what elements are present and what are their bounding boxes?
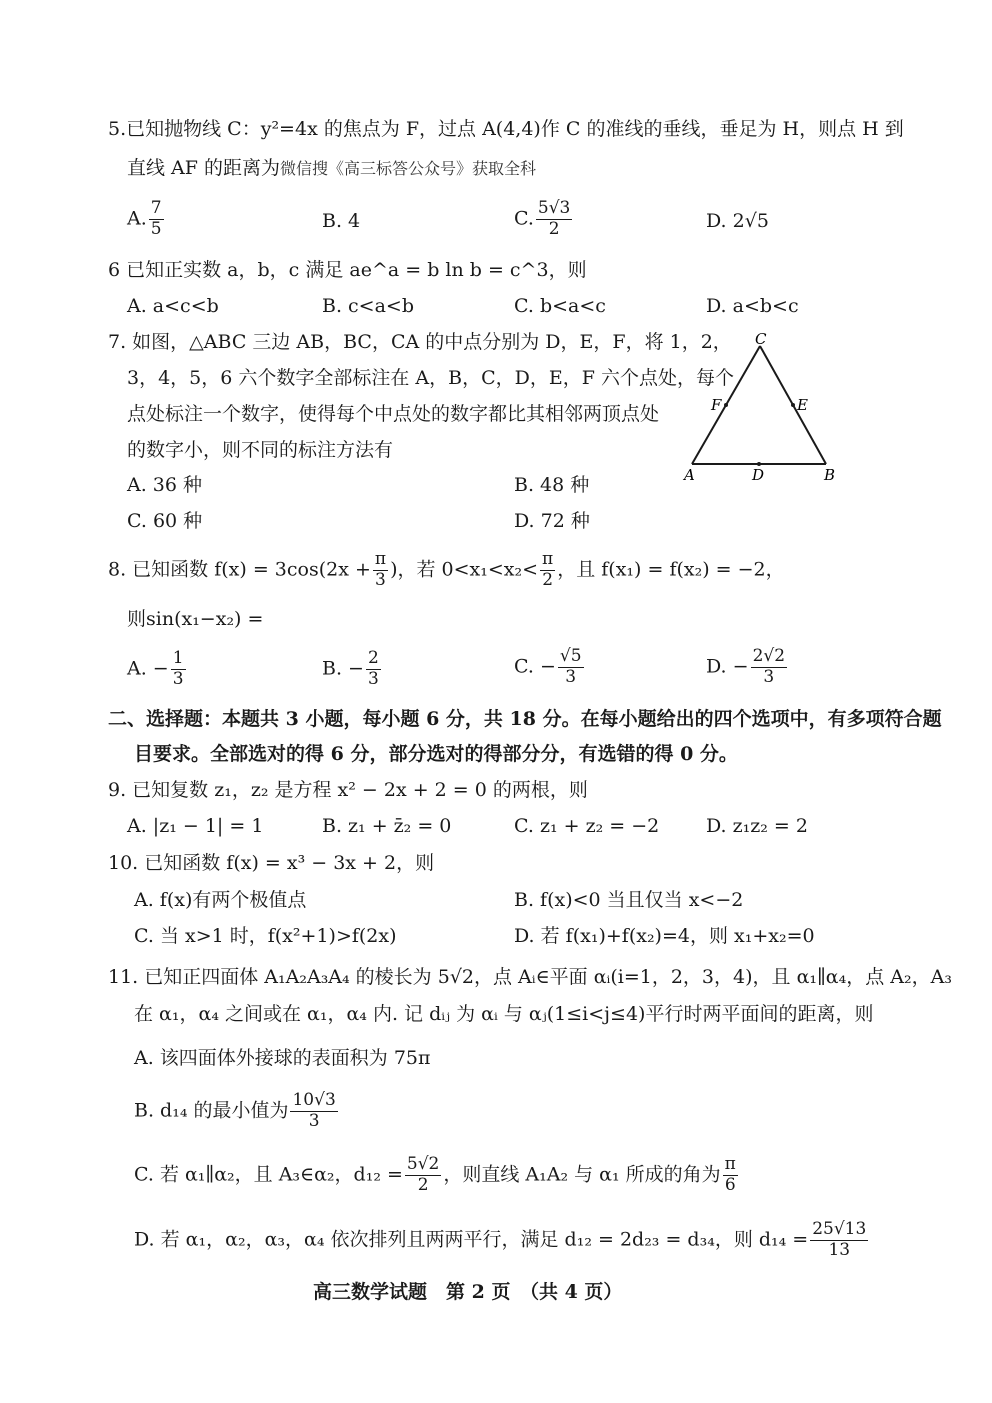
q7-stem-line4: 的数字小，则不同的标注方法有 bbox=[127, 439, 394, 461]
q5-option-a bbox=[127, 200, 166, 239]
q9-option-a: A. |z₁ − 1| = 1 bbox=[127, 815, 264, 837]
q11-c-fraction bbox=[405, 1156, 441, 1195]
q11-d-fraction bbox=[810, 1221, 868, 1260]
point-f bbox=[724, 403, 728, 407]
q8-option-c bbox=[514, 648, 586, 687]
q8-b-fraction bbox=[366, 650, 381, 689]
section2-heading-line2: 目要求。全部选对的得 6 分，部分选对的得部分分，有选错的得 0 分。 bbox=[134, 743, 738, 765]
q11-option-b bbox=[134, 1092, 340, 1131]
q6-stem: 6 已知正实数 a，b，c 满足 ae^a = b ln b = c^3，则 bbox=[108, 259, 587, 281]
q5-stem-text: 直线 AF 的距离为 bbox=[127, 157, 280, 179]
q8-stem-line2: 则sin(x₁−x₂) = bbox=[127, 608, 264, 630]
q5-a-prefix: A. bbox=[127, 207, 147, 230]
q8-b-num: 2 bbox=[367, 648, 379, 668]
q8-d-den: 3 bbox=[763, 666, 775, 687]
q8-three: 3 bbox=[375, 569, 386, 590]
q5-a-fraction bbox=[149, 200, 164, 239]
q5-a-den: 5 bbox=[150, 218, 162, 239]
q5-c-num: 5√3 bbox=[537, 198, 571, 218]
q5-c-den: 2 bbox=[548, 218, 560, 239]
label-a: A bbox=[684, 466, 695, 484]
q8-a-prefix: A. − bbox=[127, 657, 169, 680]
q8-option-b bbox=[322, 650, 383, 689]
q8-c-fraction bbox=[558, 648, 584, 687]
section2-heading-line1: 二、选择题：本题共 3 小题，每小题 6 分，共 18 分。在每小题给出的四个选项中，有多项符合题 bbox=[108, 708, 942, 730]
point-e bbox=[791, 403, 795, 407]
q11-c-text-mid: ，则直线 A₁A₂ 与 α₁ 所成的角为 bbox=[443, 1163, 721, 1186]
q11-option-c bbox=[134, 1156, 740, 1195]
q11-option-a: A. 该四面体外接球的表面积为 75π bbox=[134, 1047, 431, 1069]
q6-option-d: D. a<b<c bbox=[706, 295, 799, 317]
q8-b-den: 3 bbox=[367, 668, 379, 689]
q11-stem-line2: 在 α₁，α₄ 之间或在 α₁，α₄ 内. 记 dᵢⱼ 为 αᵢ 与 αⱼ(1≤i<j≤4)平行时两平面间的距离，则 bbox=[134, 1003, 874, 1025]
q7-option-c: C. 60 种 bbox=[127, 510, 203, 532]
q5-stem-line2 bbox=[127, 159, 536, 178]
q10-option-b: B. f(x)<0 当且仅当 x<−2 bbox=[514, 889, 744, 911]
q11-option-d bbox=[134, 1221, 870, 1260]
q11-b-text: B. d₁₄ 的最小值为 bbox=[134, 1099, 289, 1122]
label-b: B bbox=[824, 466, 836, 484]
q5-option-c bbox=[514, 200, 574, 239]
q7-stem-line2: 3，4，5，6 六个数字全部标注在 A，B，C，D，E，F 六个点处，每个 bbox=[127, 367, 734, 389]
q10-option-c: C. 当 x>1 时，f(x²+1)>f(2x) bbox=[134, 925, 397, 947]
q8-c-prefix: C. − bbox=[514, 655, 556, 678]
q10-option-a: A. f(x)有两个极值点 bbox=[134, 889, 307, 911]
q7-triangle-figure bbox=[670, 328, 850, 488]
q8-option-a bbox=[127, 650, 188, 689]
q8-stem-post: ，且 f(x₁) = f(x₂) = −2， bbox=[557, 558, 785, 581]
q11-c-den: 2 bbox=[417, 1174, 429, 1195]
label-d: D bbox=[752, 466, 765, 484]
q8-option-d bbox=[706, 648, 789, 687]
q8-pi-over-3 bbox=[373, 551, 388, 590]
q11-c-six: 6 bbox=[724, 1174, 736, 1195]
q8-pi: π bbox=[374, 549, 387, 569]
q11-b-fraction bbox=[290, 1092, 337, 1131]
q8-b-prefix: B. − bbox=[322, 657, 364, 680]
q5-c-fraction bbox=[536, 200, 572, 239]
q8-d-num: 2√2 bbox=[752, 646, 786, 666]
q9-option-b: B. z₁ + z̄₂ = 0 bbox=[322, 815, 452, 837]
q7-option-a: A. 36 种 bbox=[127, 474, 203, 496]
q11-stem-line1: 11. 已知正四面体 A₁A₂A₃A₄ 的棱长为 5√2，点 Aᵢ∈平面 αᵢ(i=1，2，3，4)，且 α₁∥α₄，点 A₂，A₃ bbox=[108, 966, 952, 988]
q8-c-num: √5 bbox=[559, 646, 582, 666]
q9-option-c: C. z₁ + z₂ = −2 bbox=[514, 815, 660, 837]
q6-option-b: B. c<a<b bbox=[322, 295, 415, 317]
label-c: C bbox=[755, 330, 767, 348]
label-f: F bbox=[711, 396, 722, 414]
q5-a-num: 7 bbox=[150, 198, 162, 218]
q7-option-d: D. 72 种 bbox=[514, 510, 590, 532]
q11-b-num: 10√3 bbox=[292, 1090, 336, 1110]
q8-stem-mid: )，若 0<x₁<x₂< bbox=[390, 558, 539, 581]
q10-option-d: D. 若 f(x₁)+f(x₂)=4，则 x₁+x₂=0 bbox=[514, 925, 815, 947]
q6-option-c: C. b<a<c bbox=[514, 295, 606, 317]
q8-a-den: 3 bbox=[172, 668, 184, 689]
q8-a-num: 1 bbox=[172, 648, 184, 668]
q8-d-fraction bbox=[751, 648, 787, 687]
q9-stem: 9. 已知复数 z₁，z₂ 是方程 x² − 2x + 2 = 0 的两根，则 bbox=[108, 779, 588, 801]
q11-d-num: 25√13 bbox=[812, 1219, 867, 1239]
q11-d-text: D. 若 α₁，α₂，α₃，α₄ 依次排列且两两平行，满足 d₁₂ = 2d₂₃ = d₃₄，则 d₁₄ = bbox=[134, 1228, 809, 1251]
q6-option-a: A. a<c<b bbox=[127, 295, 219, 317]
q11-b-den: 3 bbox=[308, 1110, 320, 1131]
q8-a-fraction bbox=[171, 650, 186, 689]
q7-option-b: B. 48 种 bbox=[514, 474, 590, 496]
q11-c-pi-fraction bbox=[723, 1156, 738, 1195]
q8-c-den: 3 bbox=[565, 666, 577, 687]
page-footer: 高三数学试题 第 2 页 （共 4 页） bbox=[313, 1281, 623, 1303]
q10-stem: 10. 已知函数 f(x) = x³ − 3x + 2，则 bbox=[108, 852, 435, 874]
q8-two: 2 bbox=[542, 569, 554, 590]
q9-option-d: D. z₁z₂ = 2 bbox=[706, 815, 808, 837]
q7-stem-line1: 7. 如图，△ABC 三边 AB，BC，CA 的中点分别为 D，E，F，将 1，2， bbox=[108, 331, 732, 353]
q8-stem-pre: 8. 已知函数 f(x) = 3cos(2x + bbox=[108, 558, 371, 581]
q11-c-pi: π bbox=[724, 1154, 736, 1174]
q8-pi-over-2 bbox=[540, 551, 555, 590]
q8-pi-2: π bbox=[542, 549, 554, 569]
q5-watermark-note: 微信搜《高三标答公众号》获取全科 bbox=[279, 159, 536, 178]
q5-stem-line1: 5.已知抛物线 C：y²=4x 的焦点为 F，过点 A(4,4)作 C 的准线的垂线，垂足为 H，则点 H 到 bbox=[108, 118, 904, 140]
q11-c-num: 5√2 bbox=[406, 1154, 440, 1174]
q5-option-d: D. 2√5 bbox=[706, 210, 769, 232]
q8-d-prefix: D. − bbox=[706, 655, 749, 678]
q11-c-text-pre: C. 若 α₁∥α₂，且 A₃∈α₂，d₁₂ = bbox=[134, 1163, 403, 1186]
q11-d-den: 13 bbox=[828, 1239, 851, 1260]
q8-stem-line1 bbox=[108, 551, 785, 590]
q5-option-b: B. 4 bbox=[322, 210, 361, 232]
q7-stem-line3: 点处标注一个数字，使得每个中点处的数字都比其相邻两顶点处 bbox=[127, 403, 660, 425]
q5-c-prefix: C. bbox=[514, 207, 534, 230]
label-e: E bbox=[797, 396, 808, 414]
